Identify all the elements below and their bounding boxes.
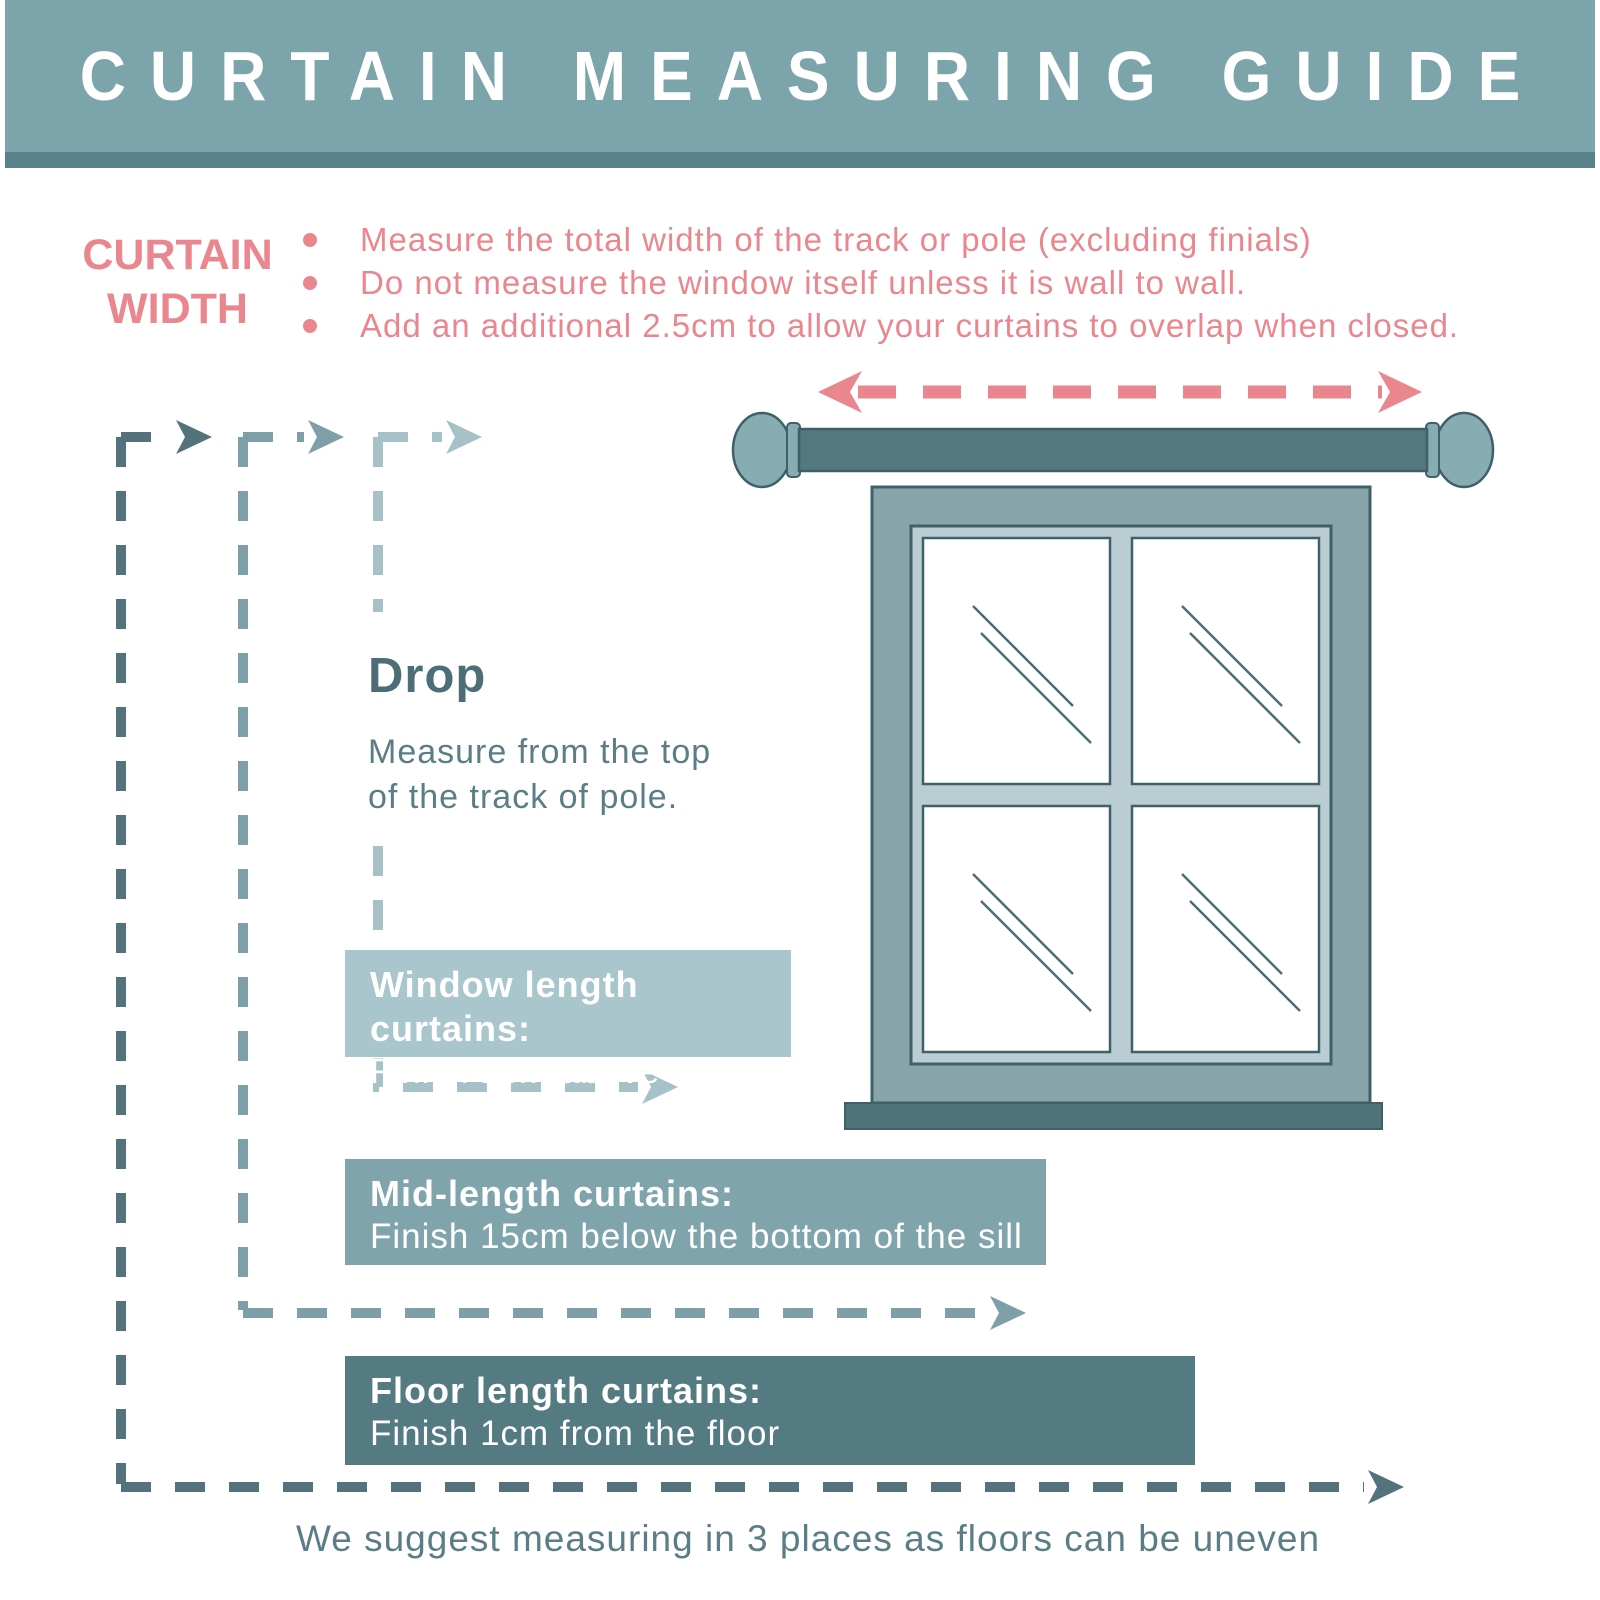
pole-finial-left-icon xyxy=(733,413,791,487)
drop-description xyxy=(368,730,711,820)
floor-line-top-arrow-icon xyxy=(176,420,212,454)
mid-length-box xyxy=(345,1159,1046,1265)
window-pane-bottom-left xyxy=(923,806,1110,1052)
list-item xyxy=(303,261,1533,304)
window-pane-top-left xyxy=(923,538,1110,784)
mid-length-subtitle: Finish 15cm below the bottom of the sill xyxy=(370,1217,1023,1256)
width-measure-arrow xyxy=(818,371,1422,413)
curtain-width-label-line2: WIDTH xyxy=(107,285,248,333)
drop-heading: Drop xyxy=(368,649,487,703)
window-length-subtitle: Finish 1cm above the sill xyxy=(370,1052,779,1091)
list-item xyxy=(303,218,1533,261)
floor-line-bottom-arrow-icon xyxy=(1368,1470,1404,1504)
mid-length-title: Mid-length curtains: xyxy=(370,1173,734,1214)
bullet-text: Add an additional 2.5cm to allow your curtains to overlap when closed. xyxy=(360,307,1460,344)
footer-note: We suggest measuring in 3 places as floors can be uneven xyxy=(295,1518,1321,1559)
bullet-text: Measure the total width of the track or pole (excluding finials) xyxy=(360,221,1312,258)
window-pane-bottom-right xyxy=(1132,806,1319,1052)
curtain-pole xyxy=(733,413,1493,487)
bullet-text: Do not measure the window itself unless it is wall to wall. xyxy=(360,264,1247,301)
mid-line-top-arrow-icon xyxy=(308,420,344,454)
curtain-width-label xyxy=(80,228,275,336)
floor-length-title: Floor length curtains: xyxy=(370,1370,763,1411)
window-length-title: Window length curtains: xyxy=(370,964,639,1049)
floor-length-box xyxy=(345,1356,1195,1465)
window-illustration xyxy=(845,487,1382,1129)
curtain-width-label-line1: CURTAIN xyxy=(82,231,273,279)
curtain-width-bullet-list xyxy=(303,218,1533,347)
header-accent-strip xyxy=(5,152,1595,168)
bullet-dot-icon xyxy=(303,319,317,333)
pole-finial-right-icon xyxy=(1435,413,1493,487)
window-pane-top-right xyxy=(1132,538,1319,784)
floor-length-subtitle: Finish 1cm from the floor xyxy=(370,1414,781,1453)
window-sill xyxy=(845,1103,1382,1129)
bullet-dot-icon xyxy=(303,276,317,290)
width-arrow-left-head-icon xyxy=(818,371,862,413)
page-title: CURTAIN MEASURING GUIDE xyxy=(79,37,1545,115)
mid-line-bottom-arrow-icon xyxy=(990,1296,1026,1330)
drop-description-line1: Measure from the top xyxy=(368,733,712,771)
header-band xyxy=(5,0,1595,152)
list-item xyxy=(303,304,1533,347)
window-length-box xyxy=(345,950,791,1091)
pole-bar xyxy=(799,429,1427,471)
width-arrow-right-head-icon xyxy=(1378,371,1422,413)
bullet-dot-icon xyxy=(303,233,317,247)
drop-description-line2: of the track of pole. xyxy=(368,778,679,816)
window-line-top-arrow-icon xyxy=(446,420,482,454)
